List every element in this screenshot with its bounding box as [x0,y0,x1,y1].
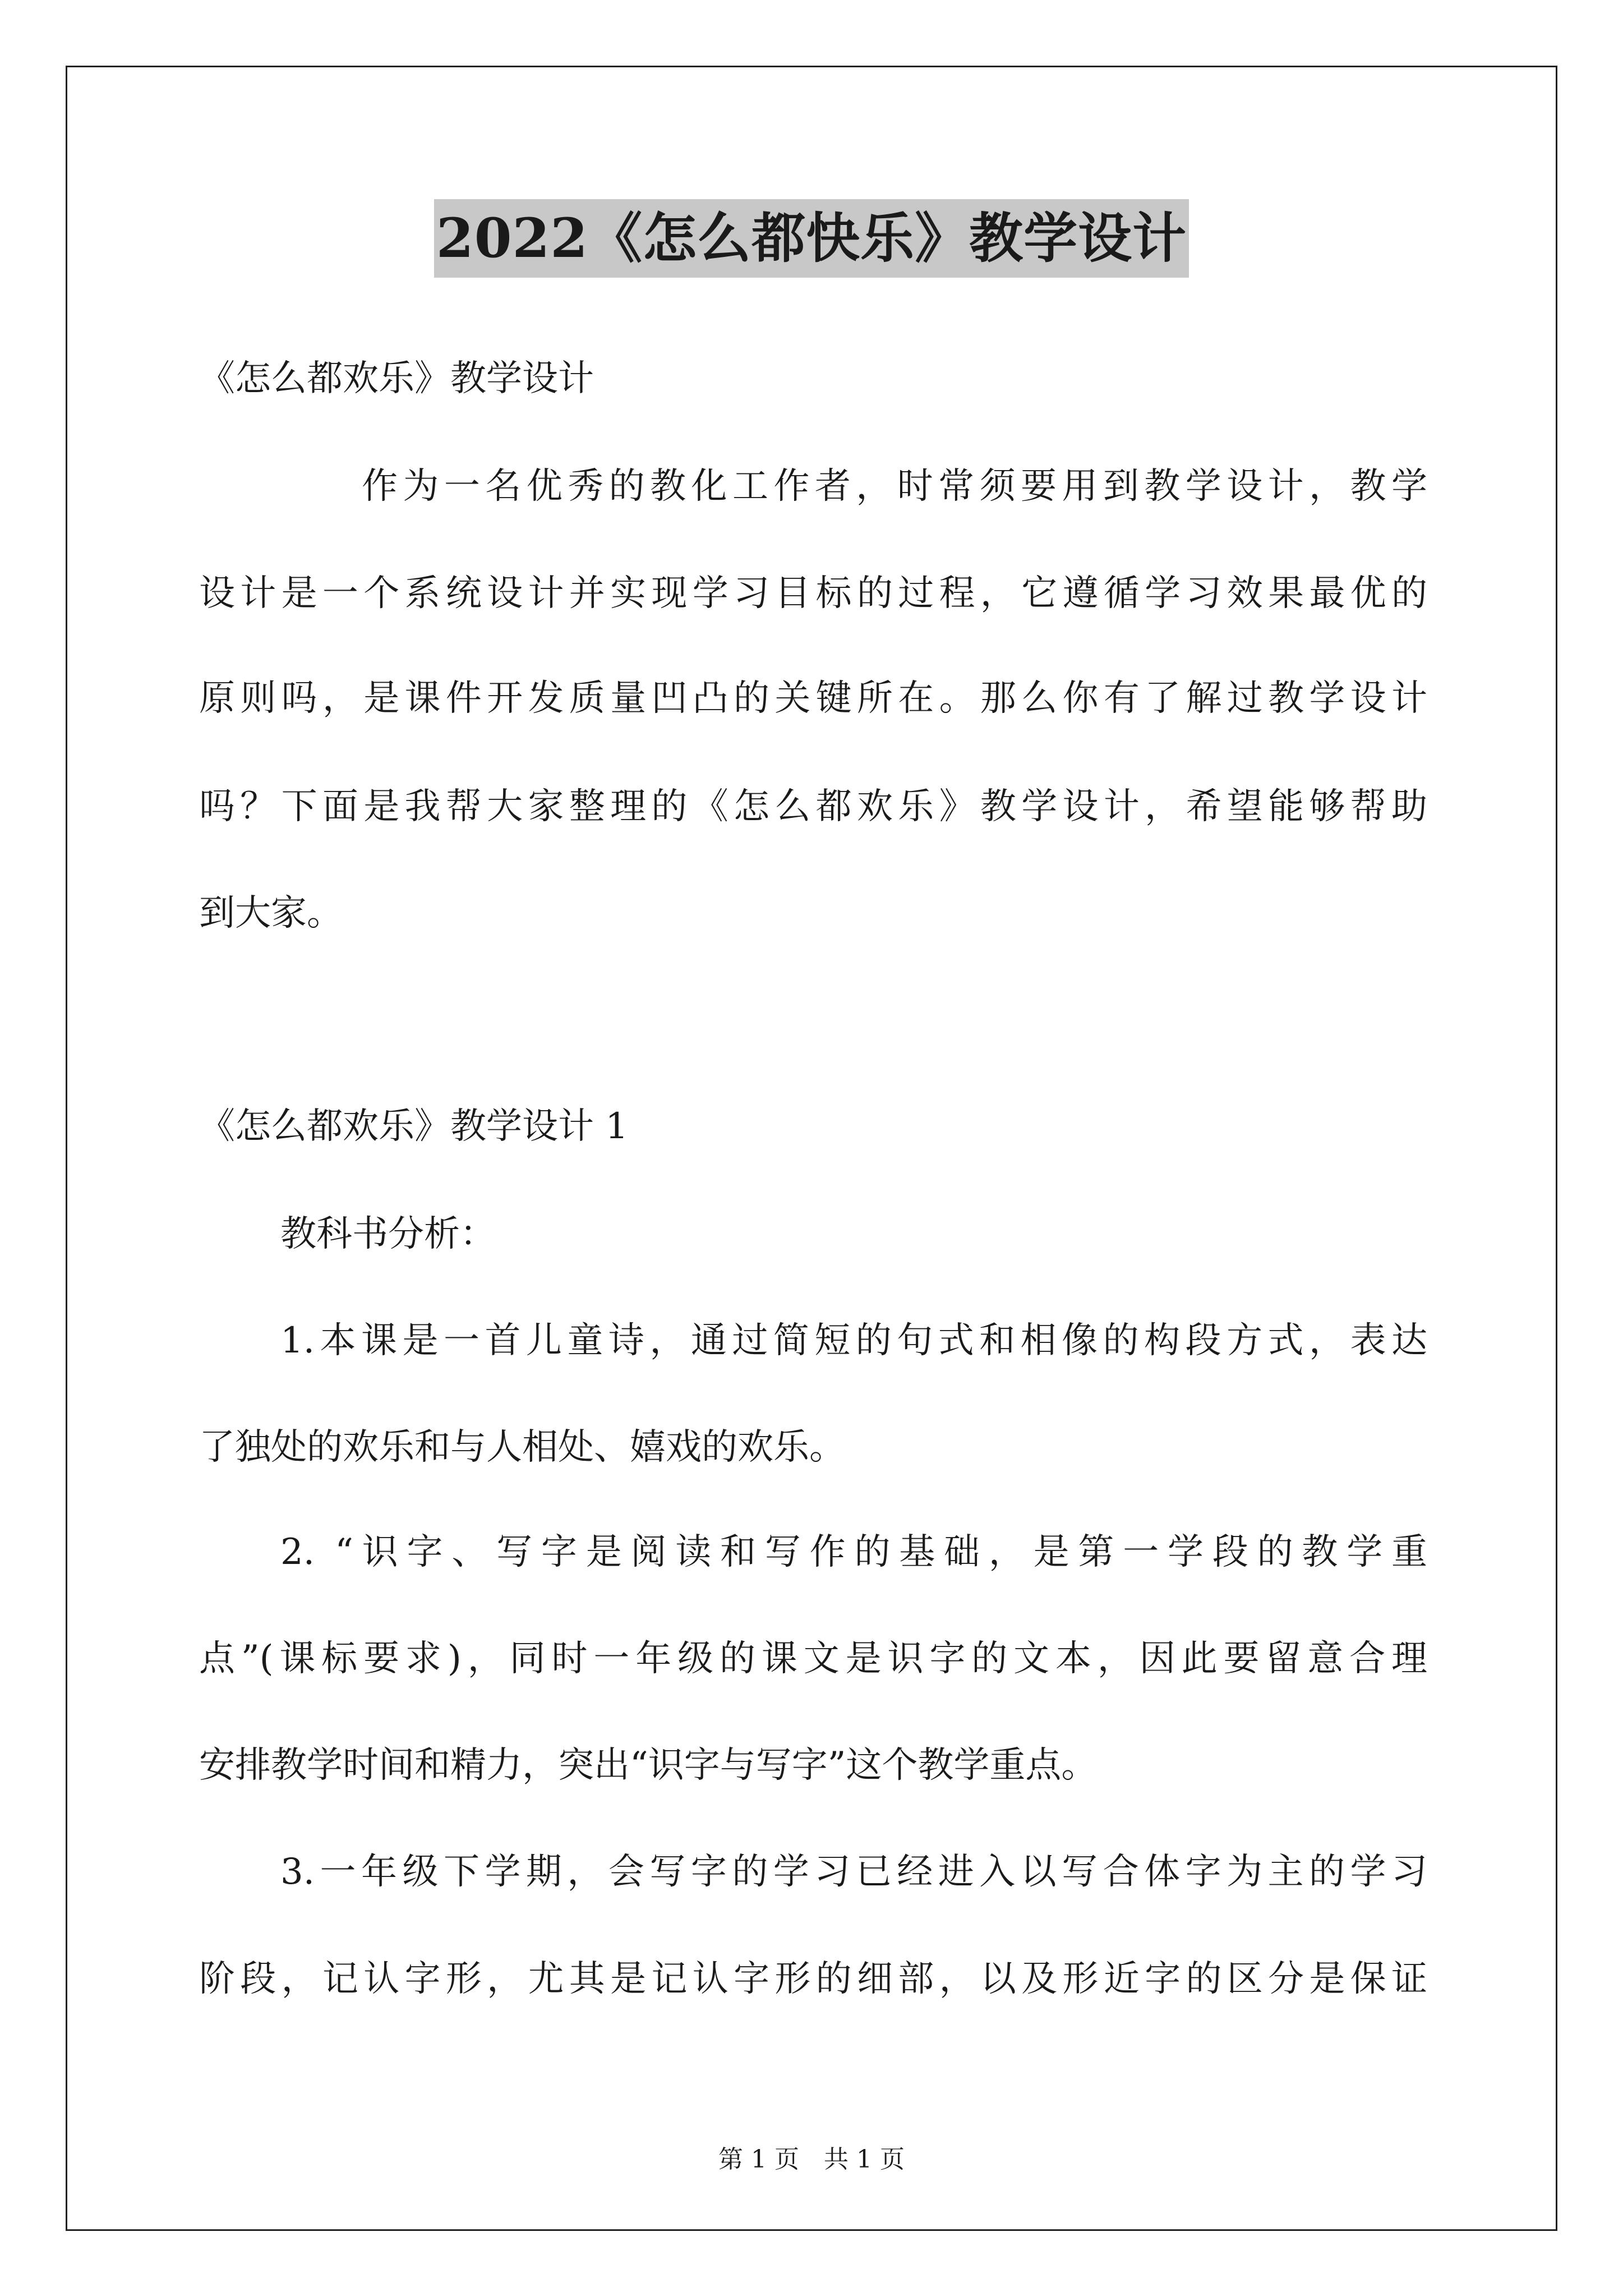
document-title: 2022《怎么都快乐》教学设计 [434,199,1189,278]
analysis-heading: 教科书分析： [280,1213,496,1255]
item-1-line: 了独处的欢乐和与人相处、嬉戏的欢乐。 [199,1427,845,1468]
page-footer: 第 1 页 共 1 页 [718,2145,905,2174]
section-title: 《怎么都欢乐》教学设计 1 [199,1106,629,1147]
intro-line: 到大家。 [199,892,343,934]
item-2-line: 2. “识字、写字是阅读和写作的基础，是第一学段的教学重 [280,1531,1427,1573]
item-2-line: 安排教学时间和精力，突出“识字与写字”这个教学重点。 [199,1745,1098,1786]
item-1-line: 1.本课是一首儿童诗，通过简短的句式和相像的构段方式，表达 [280,1320,1427,1361]
document-subtitle: 《怎么都欢乐》教学设计 [199,358,594,399]
intro-line: 吗？下面是我帮大家整理的《怎么都欢乐》教学设计，希望能够帮助 [199,786,1427,827]
title-container [0,199,1623,278]
item-2-line: 点”(课标要求)，同时一年级的课文是识字的文本，因此要留意合理 [199,1638,1427,1680]
item-3-line: 阶段，记认字形，尤其是记认字形的细部，以及形近字的区分是保证 [199,1958,1427,2000]
intro-line: 设计是一个系统设计并实现学习目标的过程，它遵循学习效果最优的 [199,573,1427,614]
intro-line: 作为一名优秀的教化工作者，时常须要用到教学设计，教学 [362,466,1427,507]
intro-line: 原则吗，是课件开发质量凹凸的关键所在。那么你有了解过教学设计 [199,678,1427,719]
item-3-line: 3.一年级下学期，会写字的学习已经进入以写合体字为主的学习 [280,1851,1427,1893]
